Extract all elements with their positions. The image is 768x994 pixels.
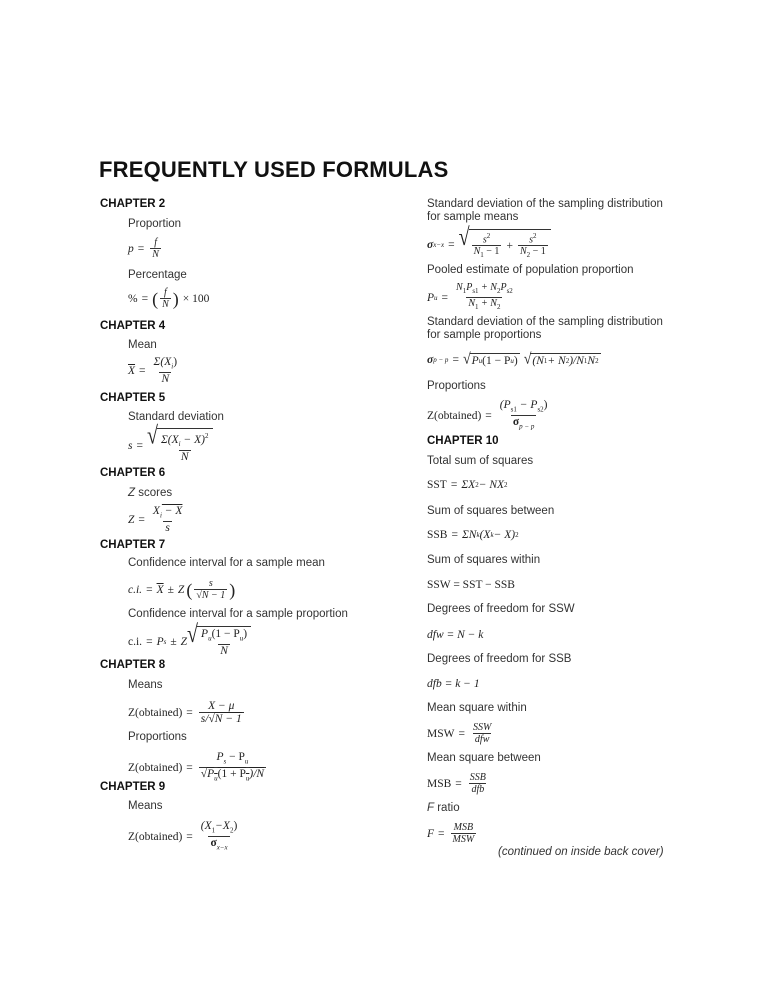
dfb-label: Degrees of freedom for SSB	[427, 653, 572, 665]
ssb-formula: SSB = ΣN k (X k − X) 2	[427, 529, 519, 541]
sst-label: Total sum of squares	[427, 455, 534, 467]
sd-props-formula: σ p − p = √ P u (1 − P u ) √ (N 1 + N 2 )/N 1 N 2	[427, 351, 599, 368]
ci-mean-formula: c.i. = $\overline{X}$ ± Z ( $\frac{s}{√N - 1}$ )	[128, 578, 236, 601]
right-props-formula: Z(obtained) = $\frac{(P_{s1} - P_{s2})}{\sigma_{p - p}}$	[427, 399, 548, 431]
ssw-formula: SSW = SST − SSB	[427, 579, 515, 591]
sd-label: Standard deviation	[128, 411, 224, 423]
mean-label: Mean	[128, 339, 157, 351]
ch8-means-formula: Z(obtained) = $\frac{X - \mu}{s/√N - 1}$	[128, 700, 242, 725]
ssw-label: Sum of squares within	[427, 554, 541, 566]
z-scores-label: Z scores	[128, 487, 173, 499]
page-title: FREQUENTLY USED FORMULAS	[99, 157, 449, 182]
msb-label: Mean square between	[427, 752, 541, 764]
ci-mean-label: Confidence interval for a sample mean	[128, 557, 325, 569]
sd-means-label-line1: Standard deviation of the sampling distribution	[427, 198, 663, 210]
sd-props-label-line2: for sample proportions	[427, 329, 542, 341]
chapter-8-heading: CHAPTER 8	[100, 659, 166, 671]
ci-prop-label: Confidence interval for a sample proportion	[128, 608, 348, 620]
pooled-label: Pooled estimate of population proportion	[427, 264, 634, 276]
chapter-4-heading: CHAPTER 4	[100, 320, 166, 332]
chapter-10-heading: CHAPTER 10	[427, 435, 499, 447]
f-ratio-label: F ratio	[427, 802, 460, 814]
z-score-formula: Z = $\frac{X_i - X}{s}$	[128, 505, 183, 535]
chapter-5-heading: CHAPTER 5	[100, 392, 166, 404]
percentage-formula: % = ( $\frac{f}{N}$ ) × 100	[128, 287, 210, 310]
proportion-formula: p = $\frac{f}{N}$	[128, 237, 159, 260]
right-props-label: Proportions	[427, 380, 486, 392]
percentage-label: Percentage	[128, 269, 187, 281]
pooled-formula: P u = $\frac{N_1P_{s1} + N_2P_{s2}}{N_1 + N_2}$	[427, 282, 513, 311]
chapter-7-heading: CHAPTER 7	[100, 539, 166, 551]
sst-formula: SST = ΣX 2 − NX 2	[427, 479, 508, 491]
chapter-2-heading: CHAPTER 2	[100, 198, 166, 210]
sd-props-label-line1: Standard deviation of the sampling distribution	[427, 316, 663, 328]
dfw-label: Degrees of freedom for SSW	[427, 603, 575, 615]
ch9-means-formula: Z(obtained) = $\frac{(X_1-X_2)}{\sigma_{x-x}}$	[128, 820, 238, 852]
ch8-means-label: Means	[128, 679, 163, 691]
sd-formula: s = √ $\frac{\Sigma(X_i - X)^2}{N}$	[128, 428, 213, 463]
sd-means-formula: σ x−x = √ $\frac{s^2}{N_1 - 1}$ + $\frac{s^2}{N_2 - 1}$	[427, 229, 551, 261]
continued-note: (continued on inside back cover)	[498, 846, 664, 858]
chapter-6-heading: CHAPTER 6	[100, 467, 166, 479]
ch8-props-formula: Z(obtained) = $\frac{P_s - P_u}{√P_u(1 + P_u)/N}$	[128, 751, 265, 783]
msb-formula: MSB = $\frac{\text{SSB}}{\text{dfb}}$	[427, 772, 486, 795]
f-ratio-formula: F = $\frac{\text{MSB}}{\text{MSW}}$	[427, 822, 475, 845]
ch9-means-label: Means	[128, 800, 163, 812]
dfb-formula: dfb = k − 1	[427, 678, 480, 690]
msw-formula: MSW = $\frac{\text{SSW}}{\text{dfw}}$	[427, 722, 492, 745]
mean-formula: $\overline{X}$ = $\frac{\Sigma(X_i)}{N}$	[128, 356, 178, 386]
ci-prop-formula: c.i. = P s ± Z √ $\frac{P_u(1 - P_u)}{N}$	[128, 626, 251, 657]
proportion-label: Proportion	[128, 218, 182, 230]
dfw-formula: dfw = N − k	[427, 629, 484, 641]
ch8-props-label: Proportions	[128, 731, 187, 743]
sd-means-label-line2: for sample means	[427, 211, 519, 223]
ssb-label: Sum of squares between	[427, 505, 555, 517]
msw-label: Mean square within	[427, 702, 527, 714]
chapter-9-heading: CHAPTER 9	[100, 781, 166, 793]
